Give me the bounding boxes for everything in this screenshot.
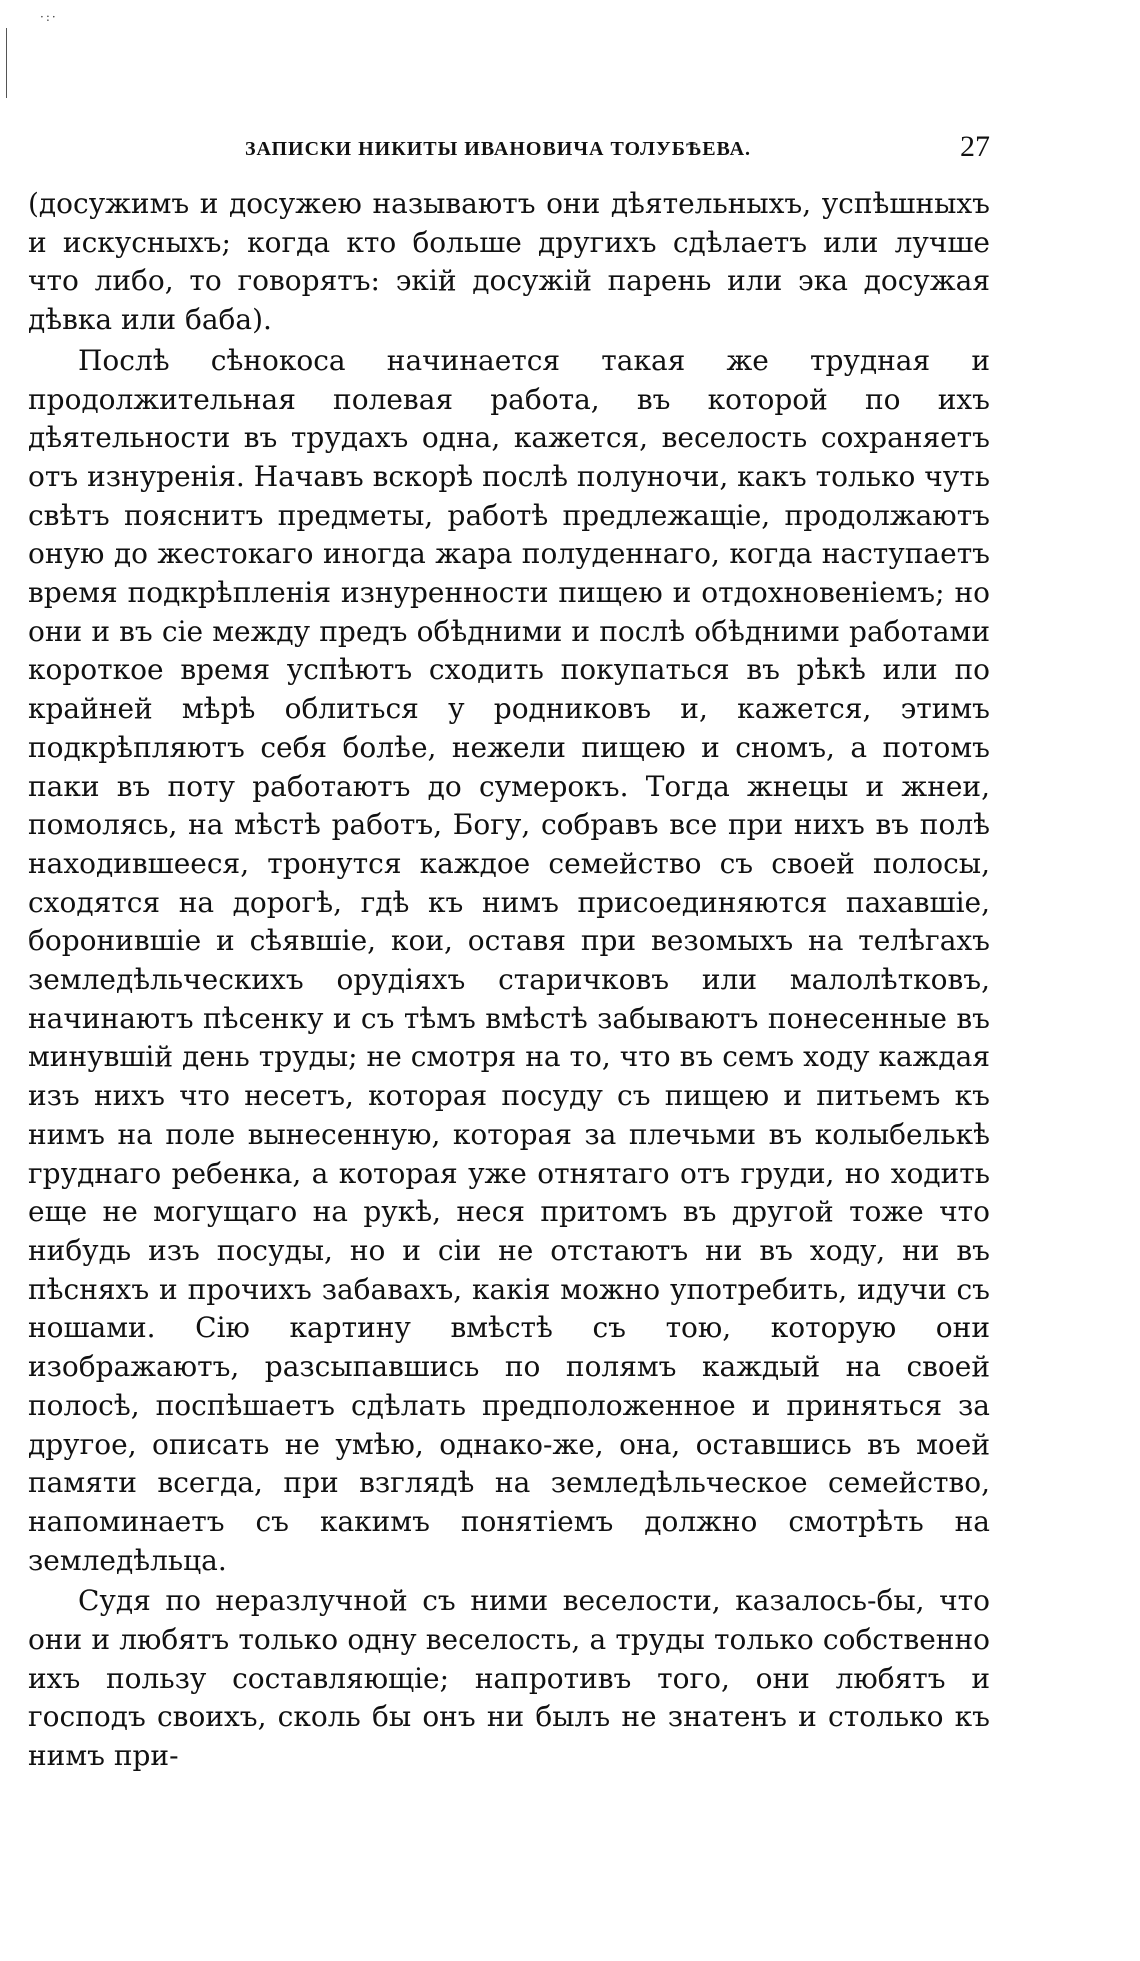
paragraph-2: Послѣ сѣнокоса начинается такая же трудная и продолжительная полевая работа, въ которой по ихъ дѣятельности въ трудахъ одна, кажется, веселость сохраняетъ отъ изнуренія. Начавъ вскорѣ послѣ полуночи, какъ только чуть свѣтъ пояснитъ предметы, работѣ предлежащіе, продолжаютъ оную до жестокаго иногда жара полуденнаго, когда наступаетъ время подкрѣпленія изнуренности пищею и отдохновеніемъ; но они и въ сіе между предъ обѣдними и послѣ обѣдними работами короткое время успѣютъ сходить покупаться въ рѣкѣ или по крайней мѣрѣ облиться у родниковъ и, кажется, этимъ подкрѣпляютъ себя болѣе, нежели пищею и сномъ, а потомъ паки въ поту работаютъ до сумерокъ. Тогда жнецы и жнеи, помолясь, на мѣстѣ работъ, Богу, собравъ все при нихъ въ полѣ находившееся, тронутся каждое семейство съ своей полосы, сходятся на дорогѣ, гдѣ къ нимъ присоединяются пахавшіе, боронившіе и сѣявшіе, кои, оставя при везомыхъ на телѣгахъ земледѣльческихъ орудіяхъ старичковъ или малолѣтковъ, начинаютъ пѣсенку и съ тѣмъ вмѣстѣ забываютъ понесенные въ минувшій день труды; не смотря на то, что въ семъ ходу каждая изъ нихъ что несетъ, которая посуду съ пищею и питьемъ къ нимъ на поле вынесенную, которая за плечьми въ колыбелькѣ груднаго ребенка, а которая уже отнятаго отъ груди, но ходить еще не могущаго на рукѣ, неся притомъ въ другой тоже что нибудь изъ посуды, но и сіи не отстаютъ ни въ ходу, ни въ пѣсняхъ и прочихъ забавахъ, какія можно употребить, идучи съ ношами. Сію картину вмѣстѣ съ тою, которую они изображаютъ, разсыпавшись по полямъ каждый на своей полосѣ, поспѣшаетъ сдѣлать предположенное и приняться за другое, описать не умѣю, однако-же, она, оставшись въ моей памяти всегда, при взглядѣ на земледѣльческое семейство, напоминаетъ съ какимъ понятіемъ должно смотрѣть на земледѣльца.	[28, 343, 990, 1577]
paragraph-1: (досужимъ и досужею называютъ они дѣятельныхъ, успѣшныхъ и искусныхъ; когда кто больше другихъ сдѣлаетъ или лучше что либо, то говорятъ: экій досужій парень или эка досужая дѣвка или баба).	[28, 187, 990, 337]
scan-artifact: ·:·	[40, 10, 58, 24]
running-head: ЗАПИСКИ НИКИТЫ ИВАНОВИЧА ТОЛУБѢЕВА.	[245, 138, 752, 160]
body-text	[28, 185, 990, 1776]
page-edge-mark	[6, 28, 9, 98]
paragraph-3: Судя по неразлучной съ ними веселости, казалось-бы, что они и любятъ только одну веселость, а труды только собственно ихъ пользу составляющіе; напротивъ того, они любятъ и господъ своихъ, сколь бы онъ ни былъ не знатенъ и столько къ нимъ при-	[28, 1584, 990, 1773]
page-number: 27	[960, 130, 990, 163]
page-header	[245, 130, 990, 170]
